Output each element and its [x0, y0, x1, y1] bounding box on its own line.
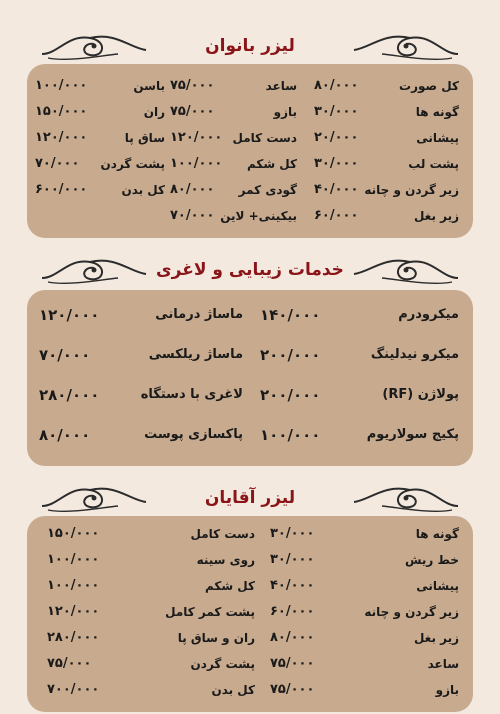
flourish-ornament-icon	[38, 480, 148, 514]
service-price: ۸۰/۰۰۰	[314, 78, 359, 93]
service-price: ۱۲۰/۰۰۰	[35, 130, 88, 145]
service-label: میکرودرم	[398, 307, 459, 322]
service-label: زیر گردن و چانه	[364, 183, 459, 197]
service-price: ۱۲۰/۰۰۰	[39, 306, 100, 324]
service-price: ۳۰/۰۰۰	[270, 526, 315, 541]
flourish-ornament-icon	[38, 28, 148, 62]
service-price: ۷۰۰/۰۰۰	[47, 682, 100, 697]
service-price: ۷۰/۰۰۰	[170, 208, 215, 223]
service-label: زیر بغل	[413, 631, 459, 645]
service-label: کل شکم	[246, 157, 297, 171]
price-row	[27, 600, 473, 624]
service-price: ۱۰۰/۰۰۰	[260, 426, 321, 444]
price-row	[27, 204, 473, 228]
service-label: پشت گردن	[100, 157, 165, 171]
service-price: ۲۰/۰۰۰	[314, 130, 359, 145]
flourish-ornament-icon	[38, 252, 148, 286]
service-label: ماساژ ریلکسی	[148, 347, 243, 362]
service-label: پشت کمر کامل	[165, 605, 255, 619]
ladies-price-panel	[27, 64, 473, 238]
service-price: ۶۰/۰۰۰	[314, 208, 359, 223]
flourish-ornament-icon	[352, 480, 462, 514]
service-price: ۶۰/۰۰۰	[270, 604, 315, 619]
service-price: ۱۰۰/۰۰۰	[170, 156, 223, 171]
beauty-title-row	[0, 250, 500, 290]
service-price: ۷۵/۰۰۰	[47, 656, 92, 671]
service-label: گونه ها	[415, 105, 459, 119]
price-row	[27, 340, 473, 370]
service-label: ماساژ درمانی	[155, 307, 243, 322]
service-price: ۳۰/۰۰۰	[270, 552, 315, 567]
service-label: پشت لب	[408, 157, 459, 171]
service-price: ۱۰۰/۰۰۰	[47, 552, 100, 567]
price-row	[27, 420, 473, 450]
service-price: ۷۵/۰۰۰	[170, 78, 215, 93]
service-price: ۱۰۰/۰۰۰	[35, 78, 88, 93]
service-price: ۶۰۰/۰۰۰	[35, 182, 88, 197]
service-label: گودی کمر	[238, 183, 297, 197]
service-price: ۲۸۰/۰۰۰	[39, 386, 100, 404]
service-label: پکیج سولاریوم	[366, 427, 459, 442]
service-label: ساق پا	[124, 131, 165, 145]
service-label: گونه ها	[415, 527, 459, 541]
service-label: زیر بغل	[413, 209, 459, 223]
service-price: ۲۸۰/۰۰۰	[47, 630, 100, 645]
price-row	[27, 152, 473, 176]
beauty-price-panel	[27, 290, 473, 466]
price-row	[27, 522, 473, 546]
service-price: ۸۰/۰۰۰	[170, 182, 215, 197]
service-price: ۷۰/۰۰۰	[35, 156, 80, 171]
service-price: ۱۲۰/۰۰۰	[47, 604, 100, 619]
men-price-panel	[27, 516, 473, 712]
price-row	[27, 652, 473, 676]
price-row	[27, 548, 473, 572]
service-label: باسن	[133, 79, 165, 93]
flourish-ornament-icon	[352, 252, 462, 286]
service-label: ران	[143, 105, 165, 119]
price-row	[27, 626, 473, 650]
service-price: ۸۰/۰۰۰	[270, 630, 315, 645]
service-label: کل بدن	[211, 683, 255, 697]
service-label: دست کامل	[232, 131, 297, 145]
ladies-title-row	[0, 26, 500, 66]
price-row	[27, 380, 473, 410]
service-price: ۱۲۰/۰۰۰	[170, 130, 223, 145]
beauty-section	[0, 240, 500, 472]
service-price: ۱۴۰/۰۰۰	[260, 306, 321, 324]
service-price: ۷۵/۰۰۰	[270, 682, 315, 697]
service-label: کل صورت	[399, 79, 459, 93]
service-label: ساعد	[265, 79, 297, 93]
service-label: ران و ساق پا	[177, 631, 255, 645]
flourish-ornament-icon	[352, 28, 462, 62]
price-row	[27, 678, 473, 702]
price-row	[27, 300, 473, 330]
service-price: ۳۰/۰۰۰	[314, 156, 359, 171]
service-price: ۱۰۰/۰۰۰	[47, 578, 100, 593]
service-label: ساعد	[427, 657, 459, 671]
service-price: ۳۰/۰۰۰	[314, 104, 359, 119]
service-label: بیکینی+ لاین	[220, 209, 297, 223]
service-price: ۱۵۰/۰۰۰	[47, 526, 100, 541]
price-row	[27, 126, 473, 150]
service-price: ۴۰/۰۰۰	[314, 182, 359, 197]
service-price: ۷۰/۰۰۰	[39, 346, 91, 364]
service-label: خط ریش	[404, 553, 459, 567]
service-label: بازو	[273, 105, 297, 119]
service-price: ۴۰/۰۰۰	[270, 578, 315, 593]
service-label: پاکسازی پوست	[144, 427, 243, 442]
men-title-row	[0, 478, 500, 518]
service-label: بازو	[435, 683, 459, 697]
service-label: زیر گردن و چانه	[364, 605, 459, 619]
service-label: کل شکم	[204, 579, 255, 593]
price-row	[27, 178, 473, 202]
service-label: میکرو نیدلینگ	[370, 347, 459, 362]
service-price: ۲۰۰/۰۰۰	[260, 386, 321, 404]
service-label: پشت گردن	[190, 657, 255, 671]
service-price: ۲۰۰/۰۰۰	[260, 346, 321, 364]
men-title: لیزر آقایان	[204, 488, 296, 508]
service-label: لاغری با دستگاه	[140, 387, 243, 402]
beauty-title: خدمات زیبایی و لاغری	[156, 260, 344, 280]
service-price: ۷۵/۰۰۰	[270, 656, 315, 671]
service-price: ۸۰/۰۰۰	[39, 426, 91, 444]
service-price: ۷۵/۰۰۰	[170, 104, 215, 119]
price-row	[27, 574, 473, 598]
ladies-section	[0, 0, 500, 240]
service-label: روی سینه	[196, 553, 255, 567]
service-price: ۱۵۰/۰۰۰	[35, 104, 88, 119]
service-label: پیشانی	[416, 579, 459, 593]
price-row	[27, 100, 473, 124]
service-label: کل بدن	[121, 183, 165, 197]
service-label: پیشانی	[416, 131, 459, 145]
ladies-title: لیزر بانوان	[205, 36, 295, 56]
men-section	[0, 474, 500, 714]
price-row	[27, 74, 473, 98]
service-label: دست کامل	[190, 527, 255, 541]
service-label: پولاژن (RF)	[382, 387, 459, 402]
